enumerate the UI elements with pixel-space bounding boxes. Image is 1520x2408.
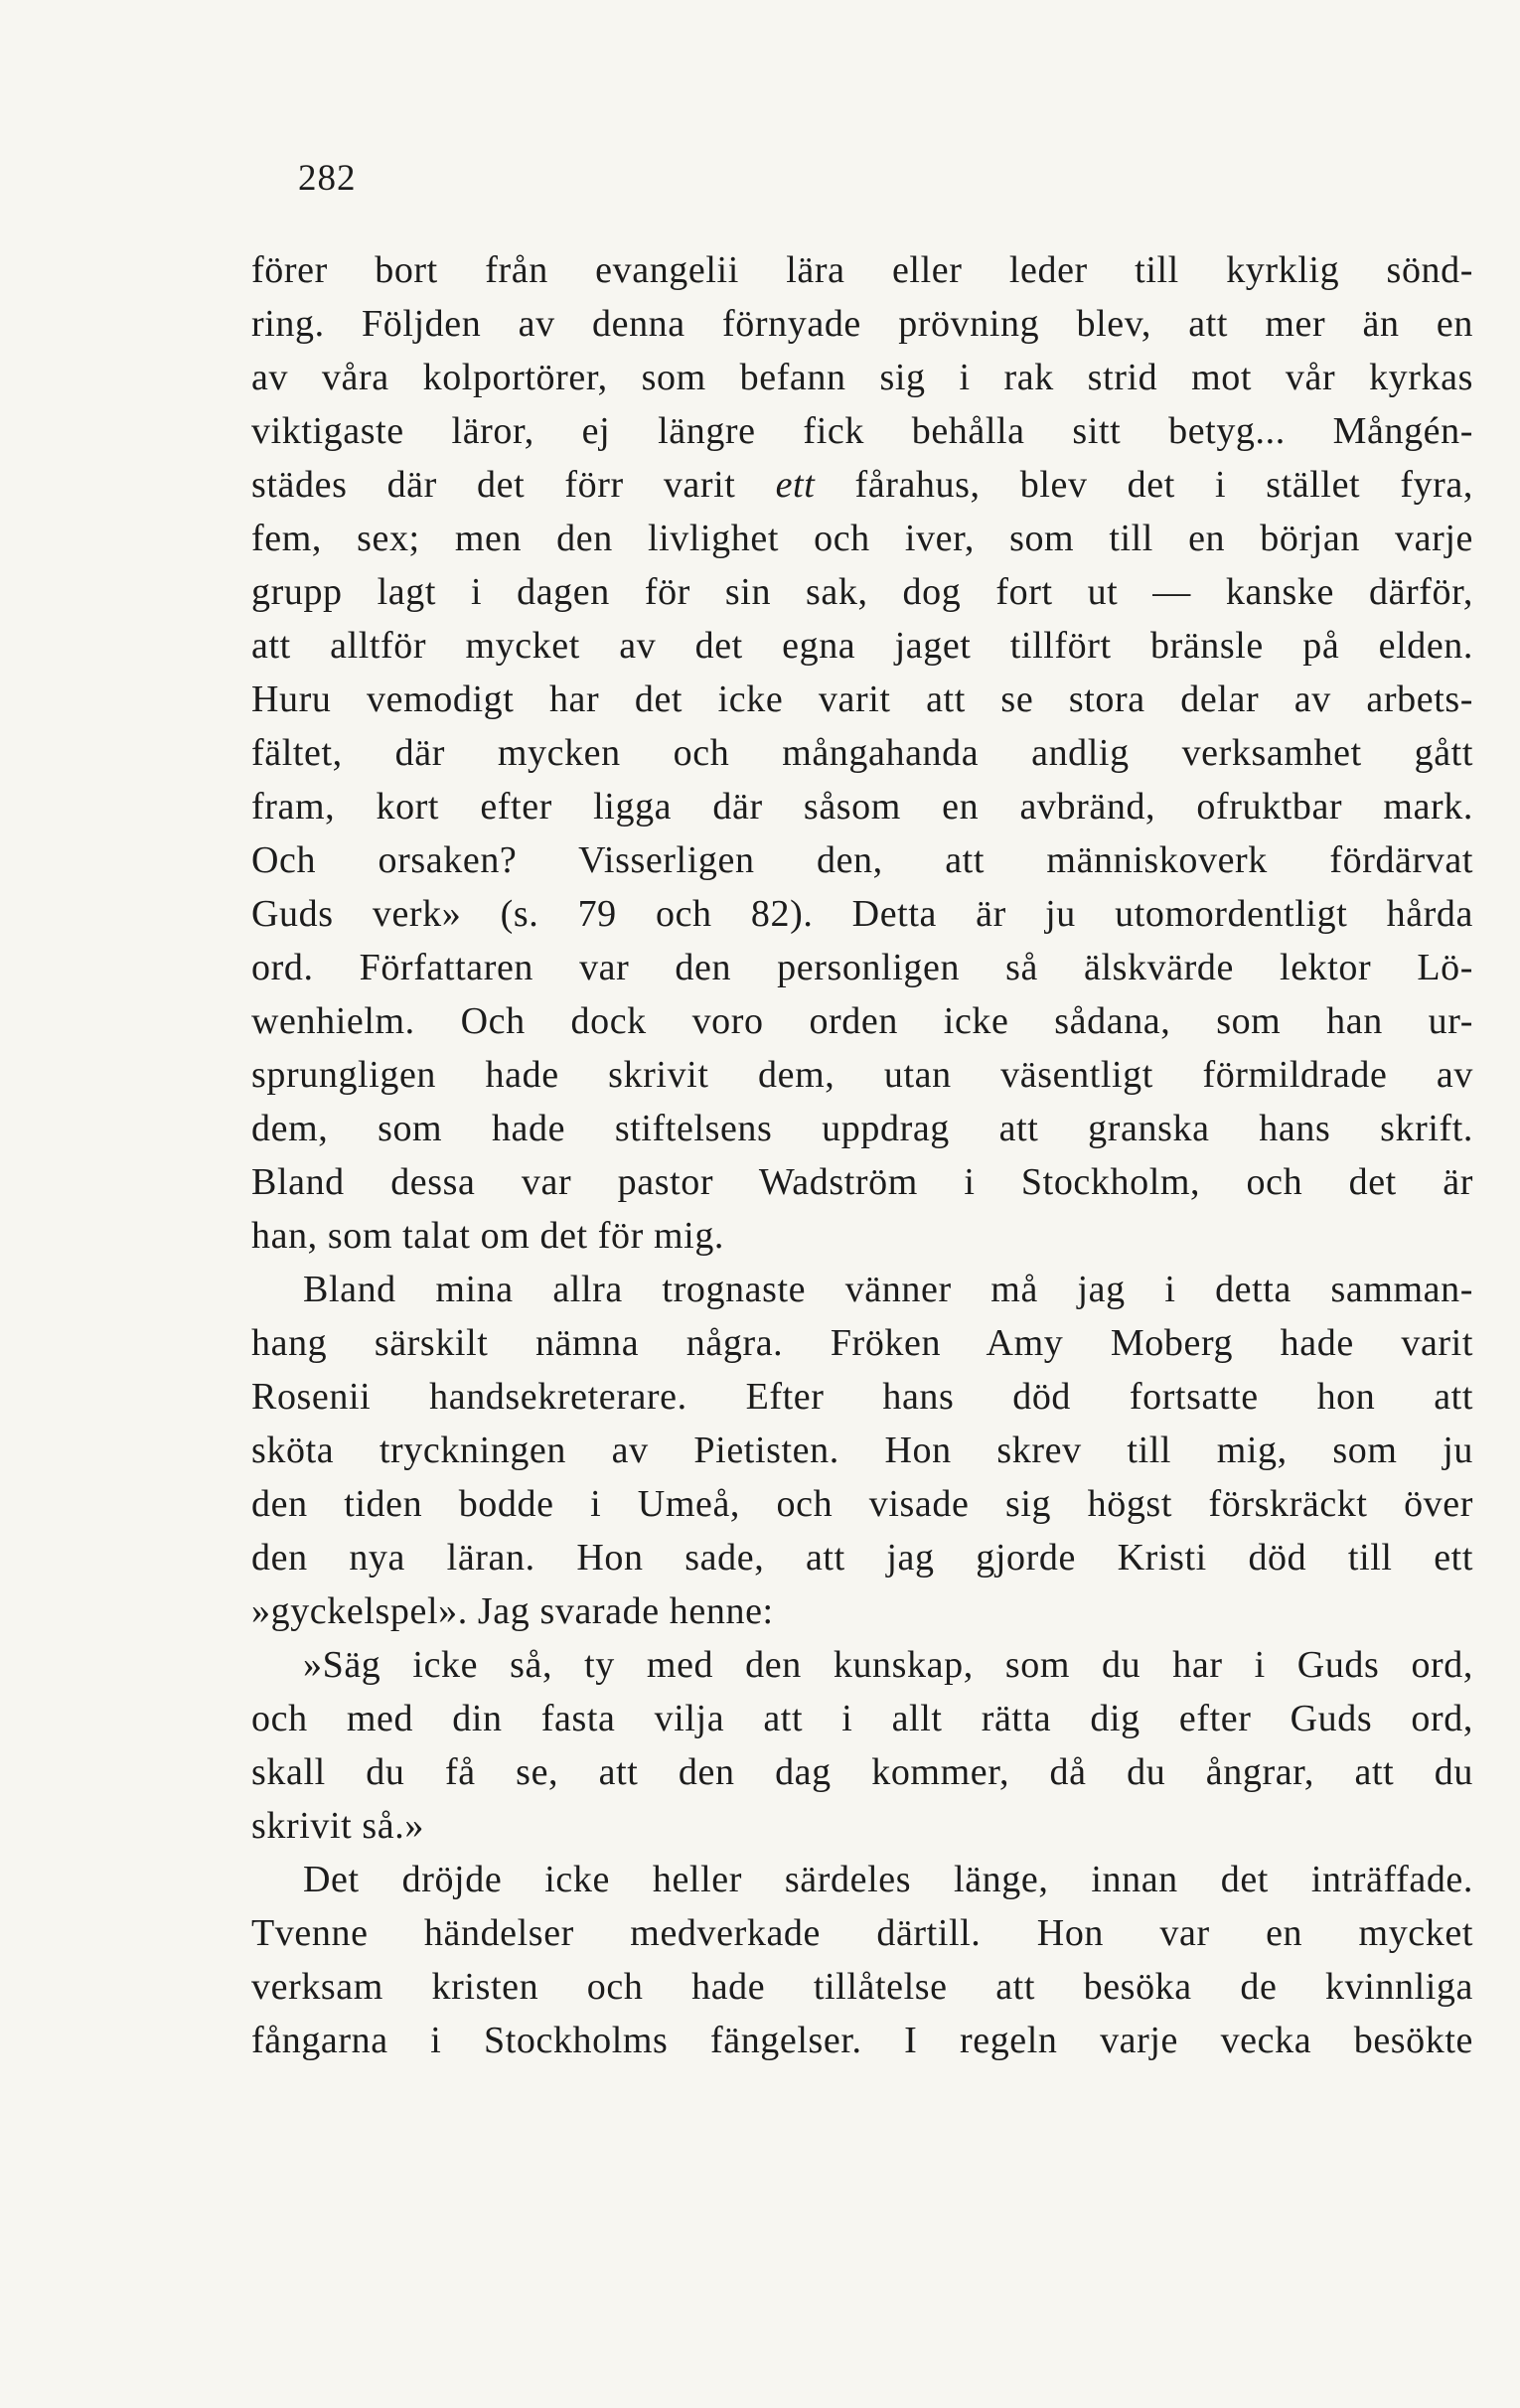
text-line: »Säg icke så, ty med den kunskap, som du har i Guds ord, — [303, 1644, 1473, 1686]
text-line: Det dröjde icke heller särdeles länge, innan det inträffade. — [303, 1859, 1473, 1900]
text-line: att alltför mycket av det egna jaget tillfört bränsle på elden. — [251, 625, 1473, 667]
text-line: Och orsaken? Visserligen den, att människoverk fördärvat — [251, 839, 1473, 881]
text-line: skrivit så.» — [251, 1805, 424, 1847]
text-line: hang särskilt nämna några. Fröken Amy Moberg hade varit — [251, 1322, 1473, 1364]
text-line: av våra kolportörer, som befann sig i rak strid mot vår kyrkas — [251, 357, 1473, 398]
text-line: Bland dessa var pastor Wadström i Stockholm, och det är — [251, 1161, 1473, 1203]
text-line — [251, 458, 1473, 512]
text-line: skall du få se, att den dag kommer, då du ångrar, att du — [251, 1751, 1473, 1793]
text-line: och med din fasta vilja att i allt rätta dig efter Guds ord, — [251, 1698, 1473, 1739]
text-line: Rosenii handsekreterare. Efter hans död fortsatte hon att — [251, 1376, 1473, 1418]
text-line: sköta tryckningen av Pietisten. Hon skrev till mig, som ju — [251, 1430, 1473, 1471]
text-line: Tvenne händelser medverkade därtill. Hon var en mycket — [251, 1912, 1473, 1954]
body-text — [251, 243, 1473, 2067]
text-line: fram, kort efter ligga där såsom en avbränd, ofruktbar mark. — [251, 786, 1473, 828]
text-line: Bland mina allra trognaste vänner må jag i detta samman- — [303, 1269, 1473, 1310]
text-line: fem, sex; men den livlighet och iver, som till en början varje — [251, 518, 1473, 559]
text-line: viktigaste läror, ej längre fick behålla sitt betyg... Mångén- — [251, 410, 1473, 452]
text-fragment: fårahus, blev det i stället fyra, — [815, 464, 1474, 506]
page-number: 282 — [298, 158, 357, 199]
text-line: »gyckelspel». Jag svarade henne: — [251, 1590, 774, 1632]
emphasis-word: ett — [775, 464, 816, 506]
text-line: verksam kristen och hade tillåtelse att besöka de kvinnliga — [251, 1966, 1473, 2008]
text-fragment: städes där det förr varit — [251, 464, 776, 506]
text-line: grupp lagt i dagen för sin sak, dog fort ut — kanske därför, — [251, 571, 1473, 613]
text-line: förer bort från evangelii lära eller leder till kyrklig sönd- — [251, 249, 1473, 291]
text-line: Guds verk» (s. 79 och 82). Detta är ju utomordentligt hårda — [251, 893, 1473, 935]
text-line: han, som talat om det för mig. — [251, 1215, 725, 1257]
text-line: fältet, där mycken och mångahanda andlig verksamhet gått — [251, 732, 1473, 774]
text-line: ord. Författaren var den personligen så älskvärde lektor Lö- — [251, 947, 1473, 988]
text-line: den nya läran. Hon sade, att jag gjorde Kristi död till ett — [251, 1537, 1473, 1579]
text-line: Huru vemodigt har det icke varit att se stora delar av arbets- — [251, 678, 1473, 720]
text-line: ring. Följden av denna förnyade prövning blev, att mer än en — [251, 303, 1473, 345]
text-line: den tiden bodde i Umeå, och visade sig högst förskräckt över — [251, 1483, 1473, 1525]
text-line: sprungligen hade skrivit dem, utan väsentligt förmildrade av — [251, 1054, 1473, 1096]
text-line: wenhielm. Och dock voro orden icke sådana, som han ur- — [251, 1000, 1473, 1042]
text-line: fångarna i Stockholms fängelser. I regeln varje vecka besökte — [251, 2020, 1473, 2061]
text-line: dem, som hade stiftelsens uppdrag att granska hans skrift. — [251, 1108, 1473, 1149]
